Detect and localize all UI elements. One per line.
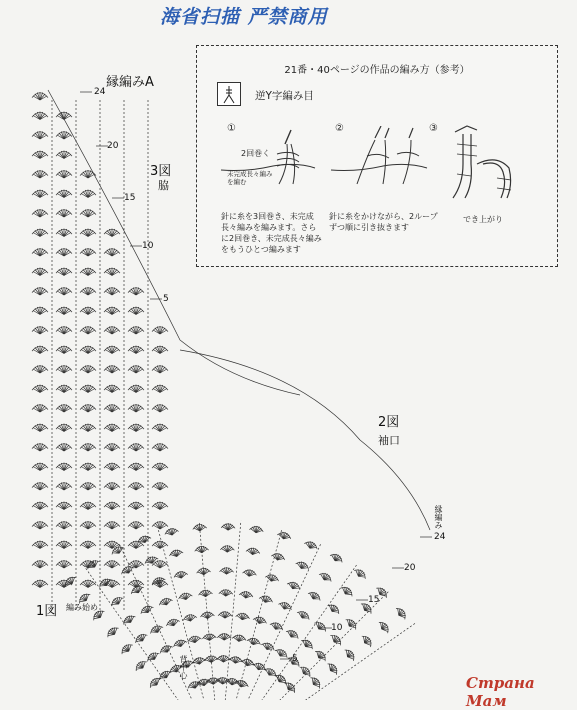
- stitch-fan-motif: [235, 612, 250, 621]
- stitch-fan-motif: [165, 617, 181, 628]
- row-number-right: 5: [292, 654, 298, 664]
- stitch-fan-motif: [239, 590, 254, 599]
- stitch-fan-motif: [56, 385, 72, 393]
- stitch-fan-motif: [353, 567, 368, 581]
- stitch-fan-motif: [329, 551, 345, 564]
- stitch-fan-motif: [56, 365, 72, 373]
- stitch-fan-motif: [269, 620, 285, 632]
- stitch-fan-motif: [216, 655, 230, 662]
- step-1-note-line: 長々編みを編みます。さら: [221, 222, 316, 233]
- stitch-fan-motif: [56, 443, 72, 451]
- row-number-right: 24: [434, 532, 445, 542]
- stitch-fan-motif: [128, 521, 144, 529]
- stitch-fan-motif: [56, 502, 72, 510]
- stitch-fan-motif: [104, 268, 120, 276]
- stitch-fan-motif: [152, 424, 168, 432]
- stitch-fan-motif: [104, 443, 120, 451]
- stitch-fan-motif: [128, 482, 144, 490]
- stitch-fan-motif: [56, 151, 72, 159]
- stitch-fan-motif: [152, 502, 168, 510]
- stitch-fan-motif: [300, 637, 315, 651]
- stitch-fan-motif: [309, 675, 323, 690]
- stitch-fan-motif: [152, 404, 168, 412]
- stitch-fan-motif: [56, 482, 72, 490]
- stitch-fan-motif: [182, 613, 197, 623]
- step-2-note-line: ずつ順に引き抜きます: [329, 222, 409, 233]
- edging-label: 縁編みA: [106, 71, 154, 90]
- stitch-fan-motif: [128, 502, 144, 510]
- stitch-fan-motif: [32, 131, 48, 139]
- stitch-fan-motif: [119, 564, 135, 576]
- stitch-fan-motif: [128, 385, 144, 393]
- stitch-fan-motif: [249, 525, 264, 534]
- stitch-fan-motif: [128, 404, 144, 412]
- site-logo: Страна Мам: [466, 674, 577, 710]
- watermark-text: 海省扫描 严禁商用: [160, 2, 328, 29]
- stitch-fan-motif: [32, 424, 48, 432]
- stitch-fan-motif: [314, 648, 329, 663]
- stitch-fan-motif: [32, 287, 48, 295]
- stitch-fan-motif: [104, 521, 120, 529]
- stitch-fan-motif: [246, 547, 261, 556]
- stitch-fan-motif: [80, 365, 96, 373]
- stitch-fan-motif: [128, 463, 144, 471]
- stitch-fan-motif: [121, 613, 137, 626]
- stitch-fan-motif: [219, 567, 233, 574]
- figure-3-name: 脇: [158, 177, 169, 193]
- stitch-fan-motif: [394, 605, 408, 620]
- stitch-fan-motif: [133, 658, 148, 672]
- stitch-fan-motif: [56, 287, 72, 295]
- stitch-fan-motif: [80, 307, 96, 315]
- stitch-fan-motif: [32, 268, 48, 276]
- stitch-fan-motif: [80, 482, 96, 490]
- stitch-fan-motif: [80, 541, 96, 549]
- stitch-fan-motif: [104, 248, 120, 256]
- start-label: 編み始め: [66, 602, 98, 613]
- stitch-fan-motif: [32, 151, 48, 159]
- radial-chain-line: [237, 543, 322, 701]
- stitch-fan-motif: [80, 229, 96, 237]
- stitch-fan-motif: [228, 655, 243, 664]
- stitch-fan-motif: [80, 521, 96, 529]
- stitch-fan-motif: [109, 594, 125, 607]
- stitch-fan-motif: [285, 627, 301, 640]
- stitch-fan-motif: [80, 346, 96, 354]
- step-2-note-line: 針に糸をかけながら、2ループ: [329, 211, 438, 222]
- stitch-fan-motif: [260, 640, 276, 652]
- row-number-right: 15: [368, 595, 379, 605]
- stitch-fan-motif: [56, 424, 72, 432]
- inverted-y-stitch-symbol: [217, 82, 241, 106]
- figure-2-name: 袖口: [378, 432, 400, 448]
- stitch-fan-motif: [56, 346, 72, 354]
- stitch-fan-motif: [56, 404, 72, 412]
- radial-chain-line: [82, 563, 197, 700]
- stitch-fan-motif: [32, 170, 48, 178]
- stitch-fan-motif: [104, 560, 120, 568]
- stitch-fan-motif: [152, 346, 168, 354]
- stitch-fan-motif: [80, 443, 96, 451]
- stitch-fan-motif: [104, 424, 120, 432]
- stitch-fan-motif: [32, 404, 48, 412]
- stitch-fan-motif: [217, 633, 231, 640]
- stitch-fan-motif: [32, 365, 48, 373]
- stitch-fan-motif: [377, 619, 391, 634]
- stitch-fan-motif: [148, 623, 164, 635]
- stitch-fan-motif: [128, 580, 144, 588]
- inset-title: 21番・40ページの作品の編み方（参考）: [197, 61, 557, 76]
- radial-chain-line: [248, 590, 389, 700]
- stitch-fan-motif: [80, 385, 96, 393]
- stitch-fan-motif: [128, 307, 144, 315]
- stitch-fan-motif: [80, 248, 96, 256]
- row-number-left: 15: [124, 193, 135, 203]
- stitch-fan-motif: [187, 634, 202, 644]
- row-number-right: 20: [404, 563, 415, 573]
- stitch-fan-motif: [105, 625, 120, 639]
- stitch-fan-motif: [219, 589, 233, 596]
- stitch-fan-motif: [329, 632, 344, 647]
- stitch-fan-motif: [303, 539, 319, 551]
- stitch-fan-motif: [32, 443, 48, 451]
- stitch-instruction-panel: [196, 45, 558, 267]
- stitch-fan-motif: [56, 170, 72, 178]
- stitch-fan-motif: [56, 131, 72, 139]
- stitch-fan-motif: [32, 463, 48, 471]
- stitch-fan-motif: [80, 190, 96, 198]
- stitch-fan-motif: [318, 570, 334, 583]
- stitch-fan-motif: [252, 661, 268, 673]
- stitch-fan-motif: [232, 633, 247, 642]
- stitch-fan-motif: [242, 568, 257, 577]
- stitch-fan-motif: [80, 268, 96, 276]
- stitch-fan-motif: [80, 463, 96, 471]
- stitch-fan-motif: [252, 615, 267, 626]
- stitch-fan-motif: [80, 326, 96, 334]
- stitch-fan-motif: [218, 611, 232, 618]
- stitch-fan-motif: [128, 326, 144, 334]
- stitch-fan-motif: [178, 591, 193, 601]
- stitch-fan-motif: [274, 647, 290, 660]
- stitch-fan-motif: [128, 424, 144, 432]
- step-number-3: ③: [429, 123, 438, 134]
- stitch-fan-motif: [56, 463, 72, 471]
- radial-chain-line: [199, 521, 216, 700]
- stitch-fan-motif: [152, 443, 168, 451]
- stitch-fan-motif: [151, 575, 167, 586]
- step-1-callout: 2回巻く: [241, 148, 270, 159]
- stitch-fan-motif: [326, 661, 340, 676]
- step-1-callout: 未完成長々編みを編む: [227, 170, 273, 186]
- stitch-fan-motif: [32, 112, 48, 120]
- stitch-fan-motif: [286, 580, 302, 592]
- stitch-fan-motif: [220, 545, 234, 552]
- stitch-fan-motif: [32, 541, 48, 549]
- stitch-fan-motif: [152, 541, 168, 549]
- stitch-fan-motif: [56, 307, 72, 315]
- stitch-fan-motif: [258, 594, 273, 605]
- row-number-left: 24: [94, 87, 105, 97]
- step-2-illustration: [327, 126, 437, 206]
- stitch-fan-motif: [56, 229, 72, 237]
- stitch-fan-motif: [56, 209, 72, 217]
- stitch-fan-motif: [80, 424, 96, 432]
- figure-3-number: 3図: [150, 160, 171, 179]
- figure-1-number: 1図: [36, 600, 57, 619]
- stitch-fan-motif: [32, 560, 48, 568]
- stitch-fan-motif: [104, 482, 120, 490]
- stitch-fan-motif: [32, 502, 48, 510]
- stitch-fan-motif: [136, 534, 152, 545]
- stitch-fan-motif: [128, 287, 144, 295]
- stitch-fan-motif: [80, 404, 96, 412]
- inset-subtitle: 逆Y字編み目: [255, 88, 314, 103]
- stitch-fan-motif: [145, 650, 161, 663]
- stitch-fan-motif: [80, 502, 96, 510]
- stitch-fan-motif: [32, 248, 48, 256]
- stitch-fan-motif: [234, 678, 249, 689]
- step-1-note-line: 針に糸を3回巻き、未完成: [221, 211, 314, 222]
- stitch-fan-motif: [360, 633, 374, 648]
- stitch-fan-motif: [104, 385, 120, 393]
- row-number-left: 5: [163, 294, 169, 304]
- stitch-fan-motif: [32, 92, 48, 100]
- stitch-fan-motif: [158, 596, 174, 607]
- step-3-illustration: [437, 124, 537, 208]
- stitch-fan-motif: [56, 541, 72, 549]
- step-number-1: ①: [227, 123, 236, 134]
- step-number-2: ②: [335, 123, 344, 134]
- step-1-note-line: に2回巻き、未完成長々編み: [221, 233, 322, 244]
- stitch-fan-motif: [240, 657, 255, 668]
- stitch-fan-motif: [313, 619, 328, 633]
- stitch-fan-motif: [271, 551, 286, 562]
- row-number-left: 20: [107, 141, 118, 151]
- stitch-fan-motif: [298, 664, 313, 679]
- stitch-fan-motif: [173, 570, 188, 580]
- edging-short-label: 縁編み: [433, 505, 444, 529]
- center-back-label: 背中心: [178, 655, 189, 679]
- stitch-fan-motif: [152, 463, 168, 471]
- stitch-fan-motif: [80, 287, 96, 295]
- stitch-fan-motif: [278, 600, 294, 612]
- stitch-fan-motif: [296, 608, 312, 621]
- figure-2-number: 2図: [378, 411, 399, 430]
- row-number-right: 10: [331, 623, 342, 633]
- stitch-fan-motif: [164, 527, 179, 537]
- stitch-fan-motif: [56, 268, 72, 276]
- stitch-fan-motif: [56, 112, 72, 120]
- stitch-fan-motif: [56, 560, 72, 568]
- stitch-fan-motif: [152, 326, 168, 334]
- stitch-fan-motif: [32, 580, 48, 588]
- stitch-fan-motif: [32, 229, 48, 237]
- stitch-fan-motif: [343, 647, 357, 662]
- stitch-fan-motif: [32, 482, 48, 490]
- stitch-fan-motif: [104, 326, 120, 334]
- stitch-fan-motif: [80, 580, 96, 588]
- stitch-fan-motif: [216, 677, 230, 684]
- stitch-fan-motif: [104, 346, 120, 354]
- stitch-fan-motif: [32, 307, 48, 315]
- stitch-fan-motif: [133, 631, 149, 644]
- stitch-fan-motif: [128, 443, 144, 451]
- stitch-fan-motif: [56, 190, 72, 198]
- stitch-fan-motif: [326, 602, 341, 616]
- stitch-fan-motif: [172, 638, 188, 649]
- stitch-fan-motif: [128, 365, 144, 373]
- stitch-fan-motif: [246, 636, 261, 647]
- row-number-left: 10: [142, 241, 153, 251]
- stitch-fan-motif: [119, 641, 134, 655]
- stitch-fan-motif: [32, 346, 48, 354]
- stitch-fan-motif: [80, 209, 96, 217]
- stitch-fan-motif: [56, 248, 72, 256]
- radial-chain-line: [253, 622, 417, 700]
- stitch-fan-motif: [104, 229, 120, 237]
- stitch-fan-motif: [56, 521, 72, 529]
- stitch-fan-motif: [263, 666, 279, 679]
- stitch-fan-motif: [104, 307, 120, 315]
- stitch-fan-motif: [152, 385, 168, 393]
- stitch-fan-motif: [307, 589, 323, 602]
- stitch-fan-motif: [152, 482, 168, 490]
- stitch-fan-motif: [295, 559, 311, 571]
- stitch-fan-motif: [104, 365, 120, 373]
- stitch-fan-motif: [32, 326, 48, 334]
- stitch-fan-motif: [32, 521, 48, 529]
- stitch-fan-motif: [158, 643, 174, 655]
- stitch-fan-motif: [104, 502, 120, 510]
- stitch-fan-motif: [85, 557, 101, 570]
- stitch-fan-motif: [32, 190, 48, 198]
- stitch-fan-motif: [56, 326, 72, 334]
- stitch-fan-motif: [104, 463, 120, 471]
- stitch-fan-motif: [152, 521, 168, 529]
- stitch-fan-motif: [104, 404, 120, 412]
- stitch-fan-motif: [168, 548, 183, 558]
- stitch-fan-motif: [128, 346, 144, 354]
- stitch-fan-motif: [152, 365, 168, 373]
- step-1-note-line: をもうひとつ編みます: [221, 244, 301, 255]
- step-1-illustration: [217, 126, 327, 206]
- stitch-fan-motif: [221, 523, 235, 530]
- stitch-fan-motif: [104, 287, 120, 295]
- step-3-note-line: でき上がり: [463, 214, 503, 225]
- stitch-fan-motif: [265, 573, 280, 584]
- stitch-fan-motif: [32, 209, 48, 217]
- stitch-fan-motif: [32, 385, 48, 393]
